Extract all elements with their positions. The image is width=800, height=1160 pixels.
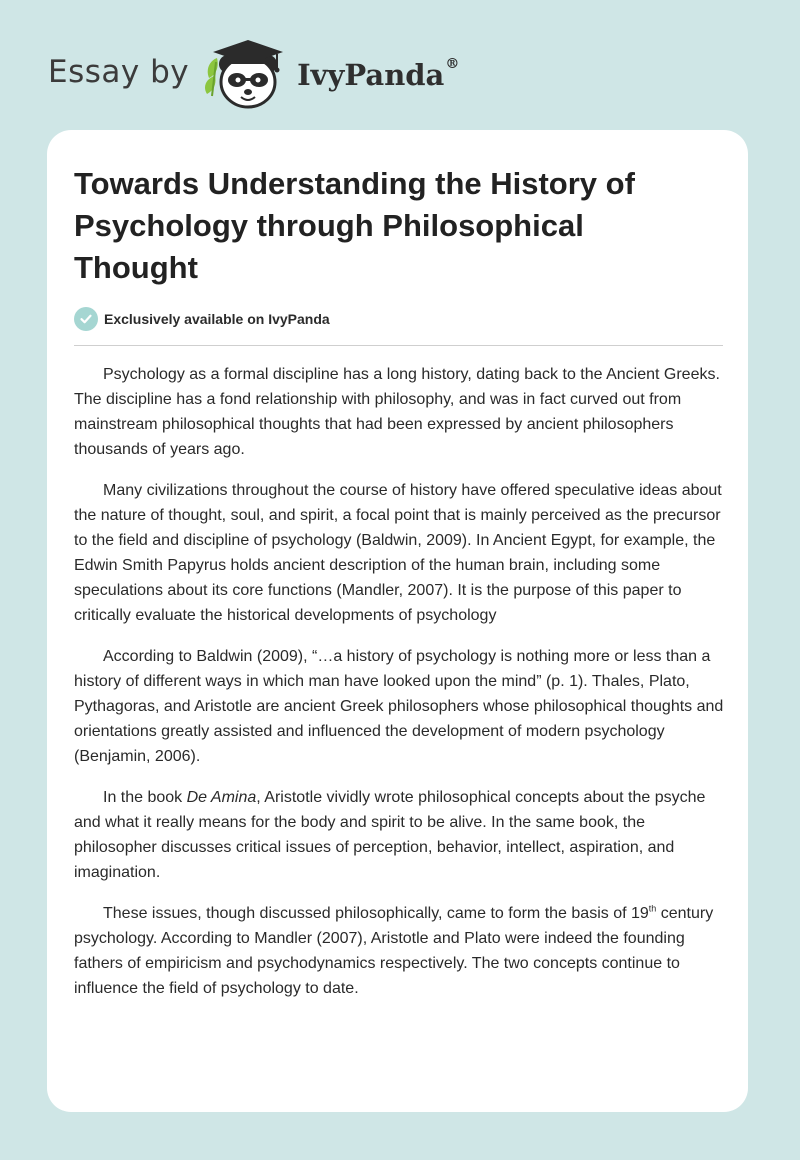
site-header xyxy=(48,34,459,114)
paragraph: Psychology as a formal discipline has a long history, dating back to the Ancient Greeks. The discipline has a fond relationship with philosophy, and was in fact curved out from mainstream philosophical thoughts that had been expressed by ancient philosophers thousands of years ago. xyxy=(74,366,720,458)
paragraph: According to Baldwin (2009), “…a history of psychology is nothing more or less than a history of different ways in which man have looked upon the mind” (p. 1). Thales, Plato, Pythagoras, and Aristotle are ancient Greek philosophers whose philosophical thoughts and orientations greatly assisted and influenced the development of modern psychology (Benjamin, 2006). xyxy=(74,648,724,765)
check-circle-icon xyxy=(74,307,98,331)
brand-name[interactable]: IvyPanda® xyxy=(297,56,460,92)
divider xyxy=(74,345,723,346)
text-segment: , Aristotle vividly wrote philosophical concepts about the psyche and what it really means for the body and spirit to be alive. In the same book, the philosopher discusses critical issues of perception, behavior, intellect, aspiration, and imagination. xyxy=(74,789,706,881)
paragraph xyxy=(74,901,725,1001)
paragraph: Many civilizations throughout the course of history have offered speculative ideas about the nature of thought, soul, and spirit, a focal point that is mainly perceived as the precursor to the field and discipline of psychology (Baldwin, 2009). In Ancient Egypt, for example, the Edwin Smith Papyrus holds ancient description of the human brain, including some speculations about its core functions (Mandler, 2007). It is the purpose of this paper to critically evaluate the historical developments of psychology xyxy=(74,482,722,624)
essay-by-label: Essay by xyxy=(48,54,190,90)
essay-title: Towards Understanding the History of Psychology through Philosophical Thought xyxy=(74,166,635,285)
registered-mark: ® xyxy=(445,56,460,72)
ordinal-suffix: th xyxy=(648,903,657,914)
paragraph xyxy=(74,785,725,885)
essay-body xyxy=(74,362,725,1017)
panda-graduate-icon[interactable] xyxy=(203,34,293,114)
book-title: De Amina xyxy=(186,789,257,806)
text-segment: century psychology. According to Mandler (2007), Aristotle and Plato were indeed the founding fathers of empiricism and psychodynamics respectively. The two concepts continue to influence the field of psychology to date. xyxy=(74,905,714,997)
exclusive-badge xyxy=(74,307,330,331)
exclusive-label: Exclusively available on IvyPanda xyxy=(104,311,330,327)
essay-card xyxy=(47,130,748,1112)
text-segment: These issues, though discussed philosophically, came to form the basis of 19 xyxy=(103,905,649,922)
text-segment: In the book xyxy=(103,789,187,806)
